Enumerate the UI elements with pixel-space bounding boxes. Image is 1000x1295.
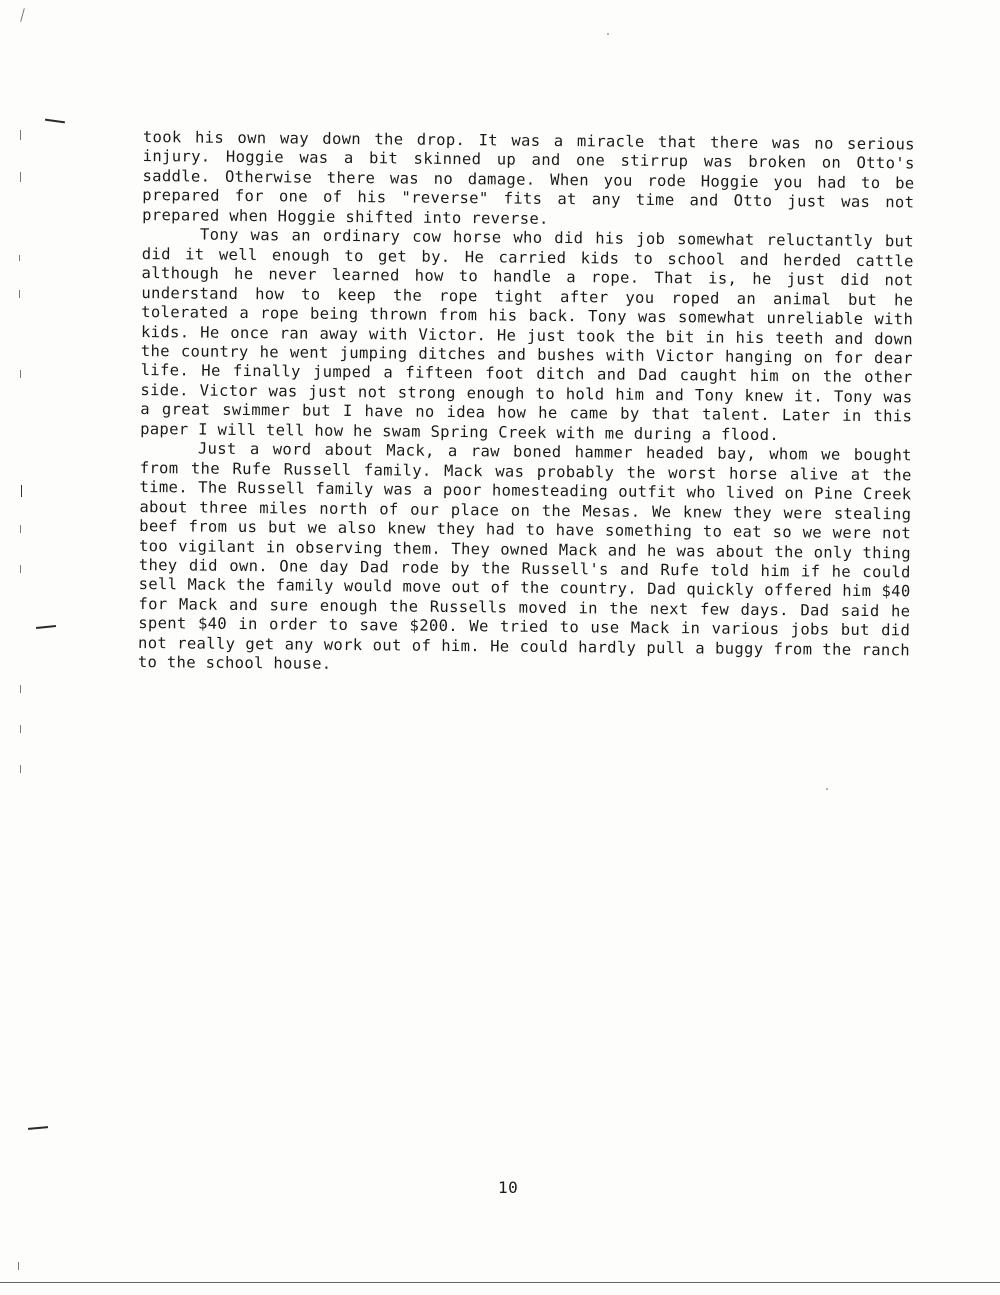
scan-mark [21,485,22,497]
scan-mark [36,625,56,629]
scan-mark [20,370,21,378]
scan-mark [20,565,21,573]
paragraph-hoggie: took his own way down the drop. It was a miracle that there was no serious injury. Hoggie was a bit skinned up and one stirrup was broken on Otto's saddle. Otherwise there was no damage. When you rode Hoggie you had to be prepared for one of his "reverse" fits at any time and Otto just was not prepared when Hoggie shifted into reverse. [142,128,915,228]
scan-mark [20,725,21,733]
scan-mark [20,172,21,182]
scan-edge-line [0,1282,1000,1283]
scan-mark [28,1126,48,1129]
page-number: 10 [498,1178,519,1197]
paragraph-tony: Tony was an ordinary cow horse who did his job somewhat reluctantly but did it well enough to get by. He carried kids to school and herded cattle although he never learned how to handle a rope. That is, he just did not understand how to keep the rope tight after you roped an animal but he tolerated a rope being thrown from his back. Tony was somewhat unreliable with kids. He once ran away with Victor. He just took the bit in his teeth and down the country he went jumping ditches and bushes with Victor hanging on for dear life. He finally jumped a fifteen foot ditch and Dad caught him on the other side. Victor was just not strong enough to hold him and Tony knew it. Tony was a great swimmer but I have no idea how he came by that talent. Later in this paper I will tell how he swam Spring Creek with me during a flood. [140,225,915,444]
scan-mark [19,255,20,261]
scan-mark [18,1262,19,1270]
paragraph-mack: Just a word about Mack, a raw boned hammer headed bay, whom we bought from the Rufe Russell family. Mack was probably the worst horse alive at the time. The Russell family was a poor homesteading outfit who lived on Pine Creek about three miles north of our place on the Mesas. We knew they were stealing beef from us but we also knew they had to have something to eat so we were not too vigilant in observing them. They owned Mack and he was about the only thing they did own. One day Dad rode by the Russell's and Rufe told him if he could sell Mack the family would move out of the country. Dad quickly offered him $40 for Mack and sure enough the Russells moved in the next few days. Dad said he spent $40 in order to save $200. We tried to use Mack in various jobs but did not really get any work out of him. He could hardly pull a buggy from the ranch to the school house. [137,439,912,674]
scan-mark [20,130,21,140]
scan-mark [20,525,21,533]
scan-mark [45,119,65,123]
scan-speck [607,33,609,35]
scan-mark [20,8,25,22]
scan-mark [20,685,21,693]
scan-speck [826,788,828,790]
body-text [138,128,915,680]
scan-mark [19,290,20,298]
scan-mark [20,765,21,773]
